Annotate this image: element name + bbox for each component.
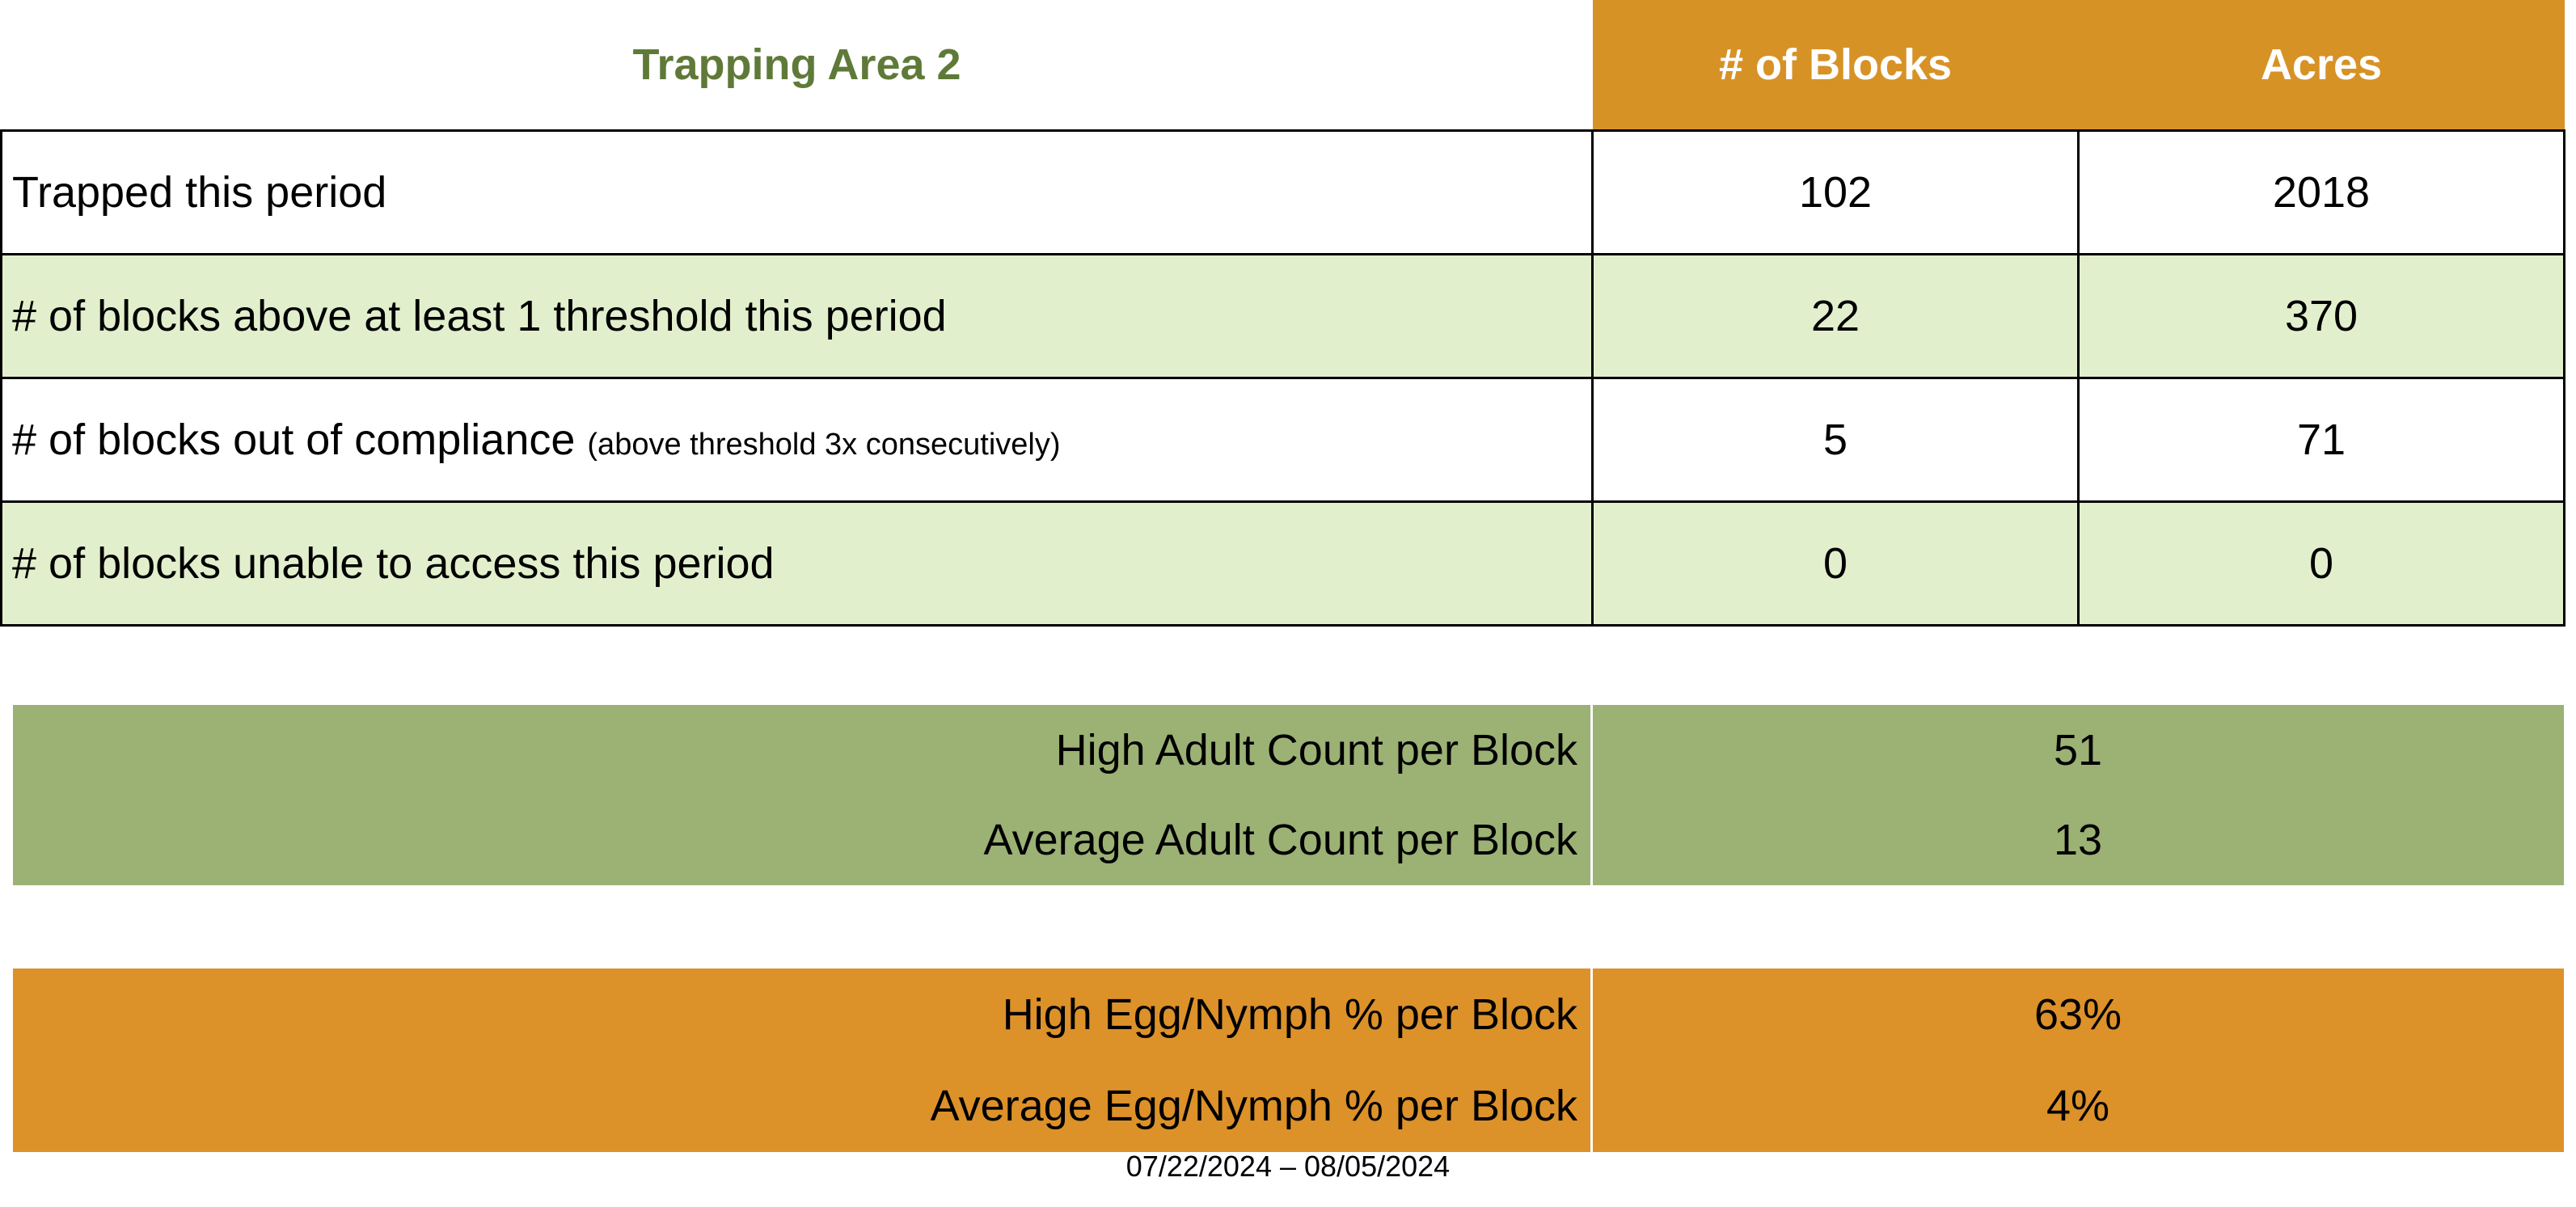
- row-label-high-adult-count: High Adult Count per Block: [14, 706, 1592, 796]
- table-row: [2, 378, 2565, 502]
- table-row: [14, 706, 2564, 796]
- row-blocks-above-threshold: 22: [1593, 255, 2079, 378]
- row-value-average-egg-nymph: 4%: [1592, 1061, 2564, 1152]
- row-label-text: Trapped this period: [12, 168, 387, 217]
- row-label-trapped-this-period: [2, 131, 1593, 255]
- row-blocks-out-of-compliance: 5: [1593, 378, 2079, 502]
- table-row: [2, 502, 2565, 626]
- row-label-high-egg-nymph: High Egg/Nymph % per Block: [14, 969, 1592, 1061]
- row-acres-trapped-this-period: 2018: [2079, 131, 2565, 255]
- table-row: [2, 255, 2565, 378]
- row-label-average-egg-nymph: Average Egg/Nymph % per Block: [14, 1061, 1592, 1152]
- row-label-out-of-compliance: [2, 378, 1593, 502]
- page-title: Trapping Area 2: [2, 0, 1593, 131]
- row-blocks-unable-to-access: 0: [1593, 502, 2079, 626]
- table-row: [14, 1061, 2564, 1152]
- row-label-average-adult-count: Average Adult Count per Block: [14, 796, 1592, 885]
- egg-nymph-table: [13, 969, 2564, 1152]
- row-label-text: # of blocks above at least 1 threshold this period: [12, 292, 947, 340]
- date-range-footer: 07/22/2024 – 08/05/2024: [1125, 1150, 1451, 1183]
- table-row: [14, 969, 2564, 1061]
- row-value-average-adult-count: 13: [1592, 796, 2564, 885]
- row-label-text: # of blocks out of compliance: [12, 416, 576, 464]
- column-header-acres: Acres: [2079, 0, 2565, 131]
- table-row: [14, 796, 2564, 885]
- row-acres-above-threshold: 370: [2079, 255, 2565, 378]
- row-label-text: # of blocks unable to access this period: [12, 539, 775, 588]
- row-value-high-adult-count: 51: [1592, 706, 2564, 796]
- column-header-blocks: # of Blocks: [1593, 0, 2079, 131]
- row-label-above-threshold: [2, 255, 1593, 378]
- row-acres-unable-to-access: 0: [2079, 502, 2565, 626]
- row-value-high-egg-nymph: 63%: [1592, 969, 2564, 1061]
- table-header-row: [2, 0, 2565, 131]
- row-blocks-trapped-this-period: 102: [1593, 131, 2079, 255]
- adult-count-table: [13, 705, 2564, 885]
- table-row: [2, 131, 2565, 255]
- row-label-note: (above threshold 3x consecutively): [587, 428, 1061, 462]
- row-label-unable-to-access: [2, 502, 1593, 626]
- row-acres-out-of-compliance: 71: [2079, 378, 2565, 502]
